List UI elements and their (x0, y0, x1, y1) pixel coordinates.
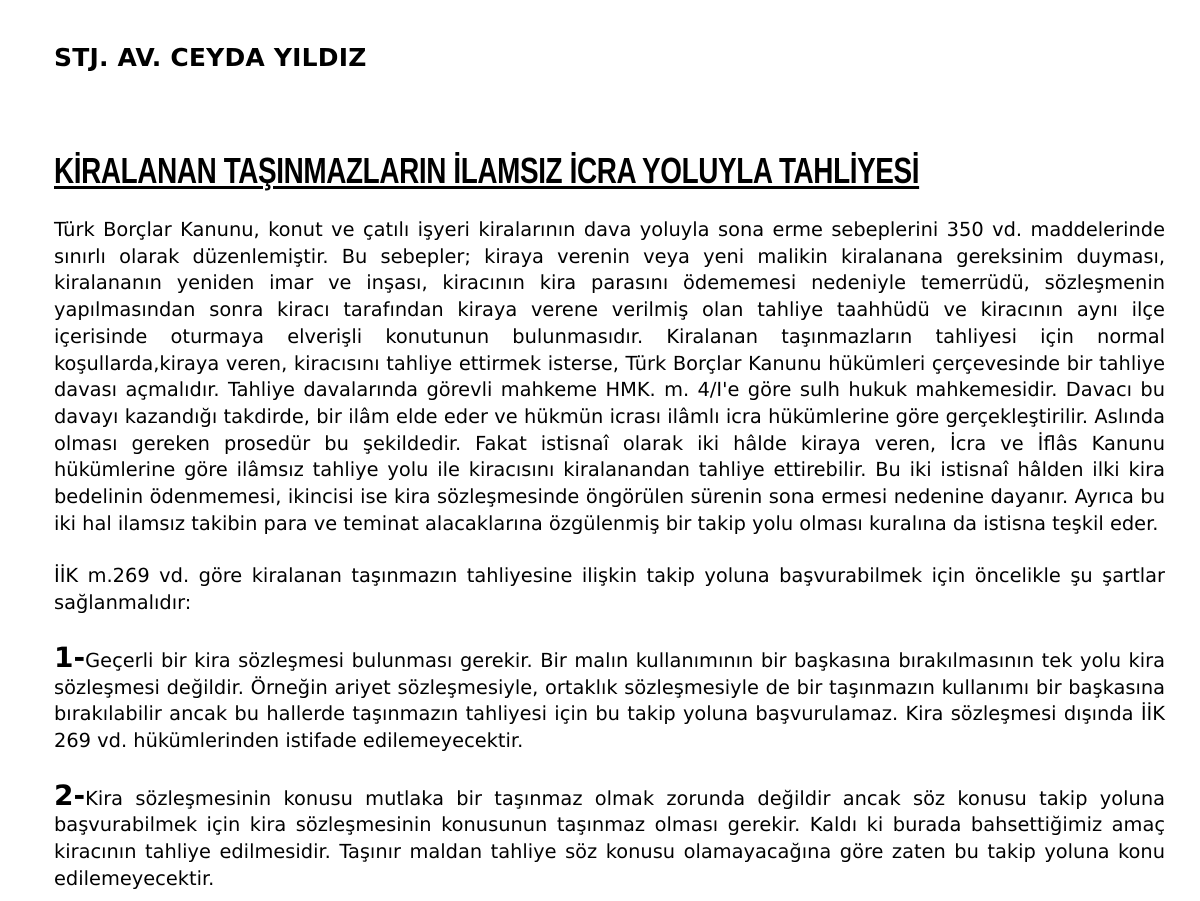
document-page (54, 38, 1165, 890)
paragraph-text: Türk Borçlar Kanunu, konut ve çatılı işyeri kiralarının dava yoluyla sona erme sebeplerini 350 vd. maddelerinde sınırlı olarak düzenlemiştir. Bu sebepler; kiraya verenin veya yeni malikin kiralanana gereksinim duyması, kiralananın yeniden imar ve inşası, kiracının kira parasını ödememesi nedeniyle temerrüdü, sözleşmenin yapılmasından sonra kiracı tarafından kiraya verene verilmiş olan tahliye taahhüdü ve kiracının aynı ilçe içerisinde oturmaya elverişli konutunun bulunmasıdır. Kiralanan taşınmazların tahliyesi için normal koşullarda,kiraya veren, kiracısını tahliye ettirmek isterse, Türk Borçlar Kanunu hükümleri çerçevesinde bir tahliye davası açmalıdır. Tahliye davalarında görevli mahkeme HMK. m. 4/I'e göre sulh hukuk mahkemesidir. Davacı bu davayı kazandığı takdirde, bir ilâm elde eder ve hükmün icrası ilâmlı icra hükümlerine göre gerçekleştirilir. Aslında olması gereken prosedür bu şekildedir. Fakat istisnaî olarak iki hâlde kiraya veren, İcra ve İflâs Kanunu hükümlerine göre ilâmsız tahliye yolu ile kiracısını kiralanandan tahliye ettirebilir. Bu iki istisnaî hâlden ilki kira bedelinin ödenmemesi, ikincisi ise kira sözleşmesinde öngörülen sürenin sona ermesi nedenine dayanır. Ayrıca bu iki hal ilamsız takibin para ve teminat alacaklarına özgülenmiş bir takip yolu olması kuralına da istisna teşkil eder. (54, 218, 1165, 535)
paragraph-text: Kira sözleşmesinin konusu mutlaka bir taşınmaz olmak zorunda değildir ancak söz konusu takip yoluna başvurabilmek için kira sözleşmesinin konusunun taşınmaz olması gerekir. Kaldı ki burada bahsettiğimiz amaç kiracının tahliye edilmesidir. Taşınır maldan tahliye söz konusu olamayacağına göre zaten bu takip yoluna konu edilemeyecektir. (54, 786, 1165, 890)
paragraph-conditions-intro (54, 563, 1165, 616)
paragraph-condition-2 (54, 778, 1165, 893)
document-body (54, 217, 1165, 892)
paragraph-intro (54, 217, 1165, 537)
paragraph-text: Geçerli bir kira sözleşmesi bulunması gerekir. Bir malın kullanımının bir başkasına bırakılmasının tek yolu kira sözleşmesi değildir. Örneğin ariyet sözleşmesiyle, ortaklık sözleşmesiyle de bir taşınmazın kullanımı bir başkasına bırakılabilir ancak bu hallerde taşınmazın tahliyesi için bu takip yoluna başvurulamaz. Kira sözleşmesi dışında İİK 269 vd. hükümlerinden istifade edilemeyecektir. (54, 648, 1165, 752)
paragraph-text: İİK m.269 vd. göre kiralanan taşınmazın tahliyesine ilişkin takip yoluna başvurabilmek için öncelikle şu şartlar sağlanmalıdır: (54, 564, 1165, 615)
author-name: STJ. AV. CEYDA YILDIZ (54, 43, 367, 72)
list-number: 1- (54, 640, 86, 674)
document-title: KİRALANAN TAŞINMAZLARIN İLAMSIZ İCRA YOLUYLA TAHLİYESİ (54, 150, 920, 191)
list-number: 2- (54, 778, 86, 812)
paragraph-condition-1 (54, 640, 1165, 755)
